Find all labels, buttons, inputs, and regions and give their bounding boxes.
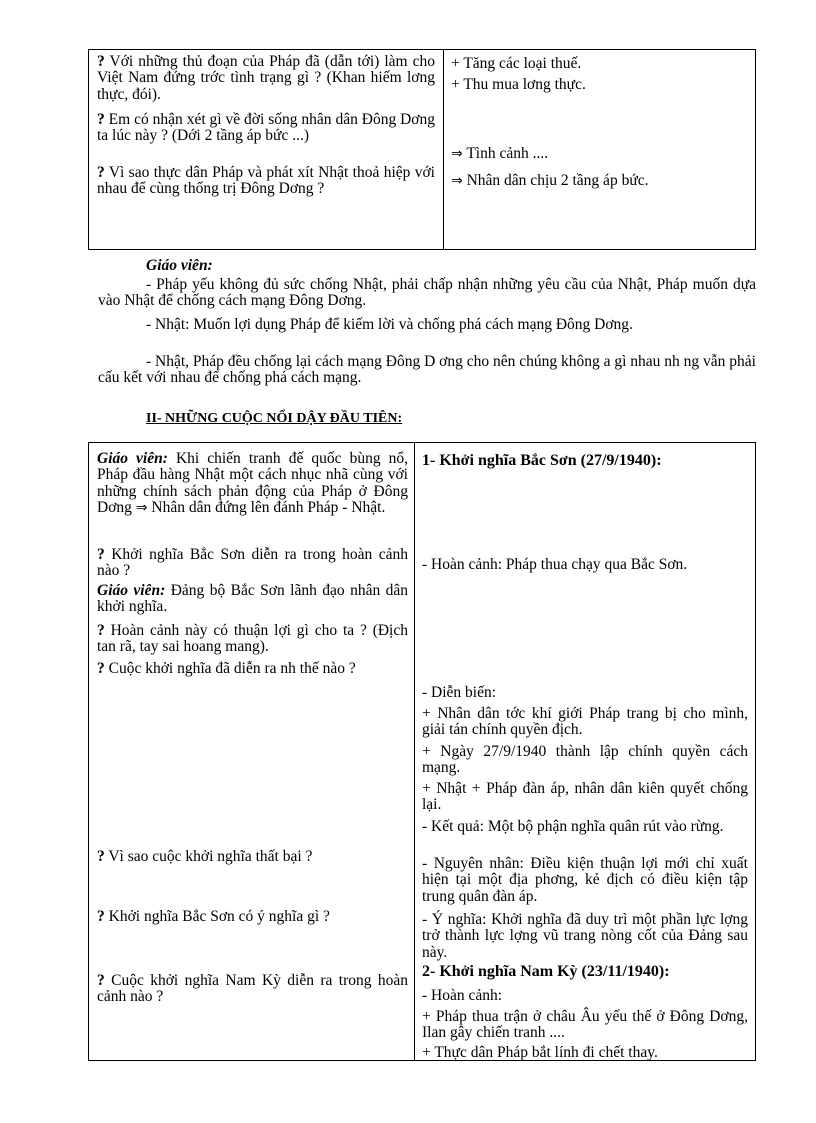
table-2-divider xyxy=(414,443,415,1060)
t1-question-3: ? Vì sao thực dân Pháp và phát xít Nhật thoả hiệp với nhau để cùng thống trị Đông Dơng ? xyxy=(97,164,435,198)
right-double-arrow-icon: ⇒ xyxy=(451,173,463,189)
teacher-para-2: - Nhật: Muốn lợi dụng Pháp để kiếm lời và chống phá cách mạng Đông Dơng. xyxy=(146,316,633,333)
t2-question-2: ? Hoàn cảnh này có thuận lợi gì cho ta ? (Địch tan rã, tay sai hoang mang). xyxy=(97,622,408,656)
right-double-arrow-icon: ⇒ xyxy=(451,146,463,162)
table-1 xyxy=(88,49,756,250)
t2-answer-context: - Hoàn cảnh: Pháp thua chạy qua Bắc Sơn. xyxy=(422,556,688,573)
t2-answer-result: - Kết quả: Một bộ phận nghĩa quân rút vào rừng. xyxy=(422,818,724,835)
t2-answer-event-3: + Nhật + Pháp đàn áp, nhân dân kiên quyết chống lại. xyxy=(422,780,748,814)
table-2 xyxy=(88,442,756,1061)
table-1-divider xyxy=(443,50,444,249)
t1-answer-4: ⇒ Nhân dân chịu 2 tầng áp bức. xyxy=(451,172,649,189)
t2-answer-nk-2: + Thực dân Pháp bắt lính đi chết thay. xyxy=(422,1045,658,1061)
t2-answer-events: - Diễn biến: xyxy=(422,684,497,701)
t1-question-2: ? Em có nhận xét gì về đời sống nhân dân Đông Dơng ta lúc này ? (Dới 2 tầng áp bức ...) xyxy=(97,111,435,145)
teacher-label: Giáo viên: xyxy=(146,257,213,274)
t2-question-1: ? Khởi nghĩa Bắc Sơn diễn ra trong hoàn cảnh nào ? xyxy=(97,546,408,580)
t2-answer-nk-context: - Hoàn cảnh: xyxy=(422,987,503,1004)
t2-answer-meaning: - Ý nghĩa: Khởi nghĩa đã duy trì một phần lực lợng trở thành lực lợng vũ trang nòng cốt của Đảng sau này. xyxy=(422,911,748,961)
t2-teacher-intro: Giáo viên: Khi chiến tranh đế quốc bùng nổ, Pháp đầu hàng Nhật một cách nhục nhã cùng với những chính sách phản động của Pháp ở Đông Dơng ⇒ Nhân dân đứng lên đánh Pháp - Nhật. xyxy=(97,450,408,516)
t2-question-4: ? Vì sao cuộc khởi nghĩa thất bại ? xyxy=(97,848,313,865)
teacher-para-1: - Pháp yếu không đủ sức chống Nhật, phải chấp nhận những yêu cầu của Nhật, Pháp muốn dựa vào Nhật để chống cách mạng Đông Dơng. xyxy=(98,276,756,310)
t2-teacher-note: Giáo viên: Đảng bộ Bắc Sơn lãnh đạo nhân dân khởi nghĩa. xyxy=(97,582,408,616)
t2-heading-nam-ky: 2- Khởi nghĩa Nam Kỳ (23/11/1940): xyxy=(422,963,670,980)
t2-heading-bac-son: 1- Khởi nghĩa Bắc Sơn (27/9/1940): xyxy=(422,452,662,469)
section-heading: II- NHỮNG CUỘC NỔI DẬY ĐẦU TIÊN: xyxy=(146,411,403,426)
t1-answer-3: ⇒ Tình cảnh .... xyxy=(451,145,549,162)
t1-answer-2: + Thu mua lơng thực. xyxy=(451,76,586,93)
teacher-para-3: - Nhật, Pháp đều chống lại cách mạng Đông D ơng cho nên chúng không a gì nhau nh ng vẫn phải cấu kết với nhau để chống phá cách mạng. xyxy=(98,353,756,387)
t2-answer-cause: - Nguyên nhân: Điều kiện thuận lợi mới chỉ xuất hiện tại một địa phơng, kẻ địch có điều kiện tập trung quân đàn áp. xyxy=(422,855,748,905)
t2-question-3: ? Cuộc khởi nghĩa đã diễn ra nh thế nào ? xyxy=(97,660,356,677)
t2-answer-event-1: + Nhân dân tớc khí giới Pháp trang bị cho mình, giải tán chính quyền địch. xyxy=(422,705,748,739)
t2-question-6: ? Cuộc khởi nghĩa Nam Kỳ diễn ra trong hoàn cảnh nào ? xyxy=(97,972,409,1006)
t2-question-5: ? Khởi nghĩa Bắc Sơn có ý nghĩa gì ? xyxy=(97,908,330,925)
right-double-arrow-icon: ⇒ xyxy=(135,499,148,516)
t2-answer-event-2: + Ngày 27/9/1940 thành lập chính quyền cách mạng. xyxy=(422,743,748,777)
t1-answer-1: + Tăng các loại thuế. xyxy=(451,55,582,72)
t2-answer-nk-1: + Pháp thua trận ở châu Âu yếu thế ở Đông Dơng, Ilan gây chiến tranh .... xyxy=(422,1008,748,1042)
t1-question-1: ? Với những thủ đoạn của Pháp đã (dẫn tới) làm cho Việt Nam đứng trớc tình trạng gì ? (Khan hiếm lơng thực, đói). xyxy=(97,53,435,103)
